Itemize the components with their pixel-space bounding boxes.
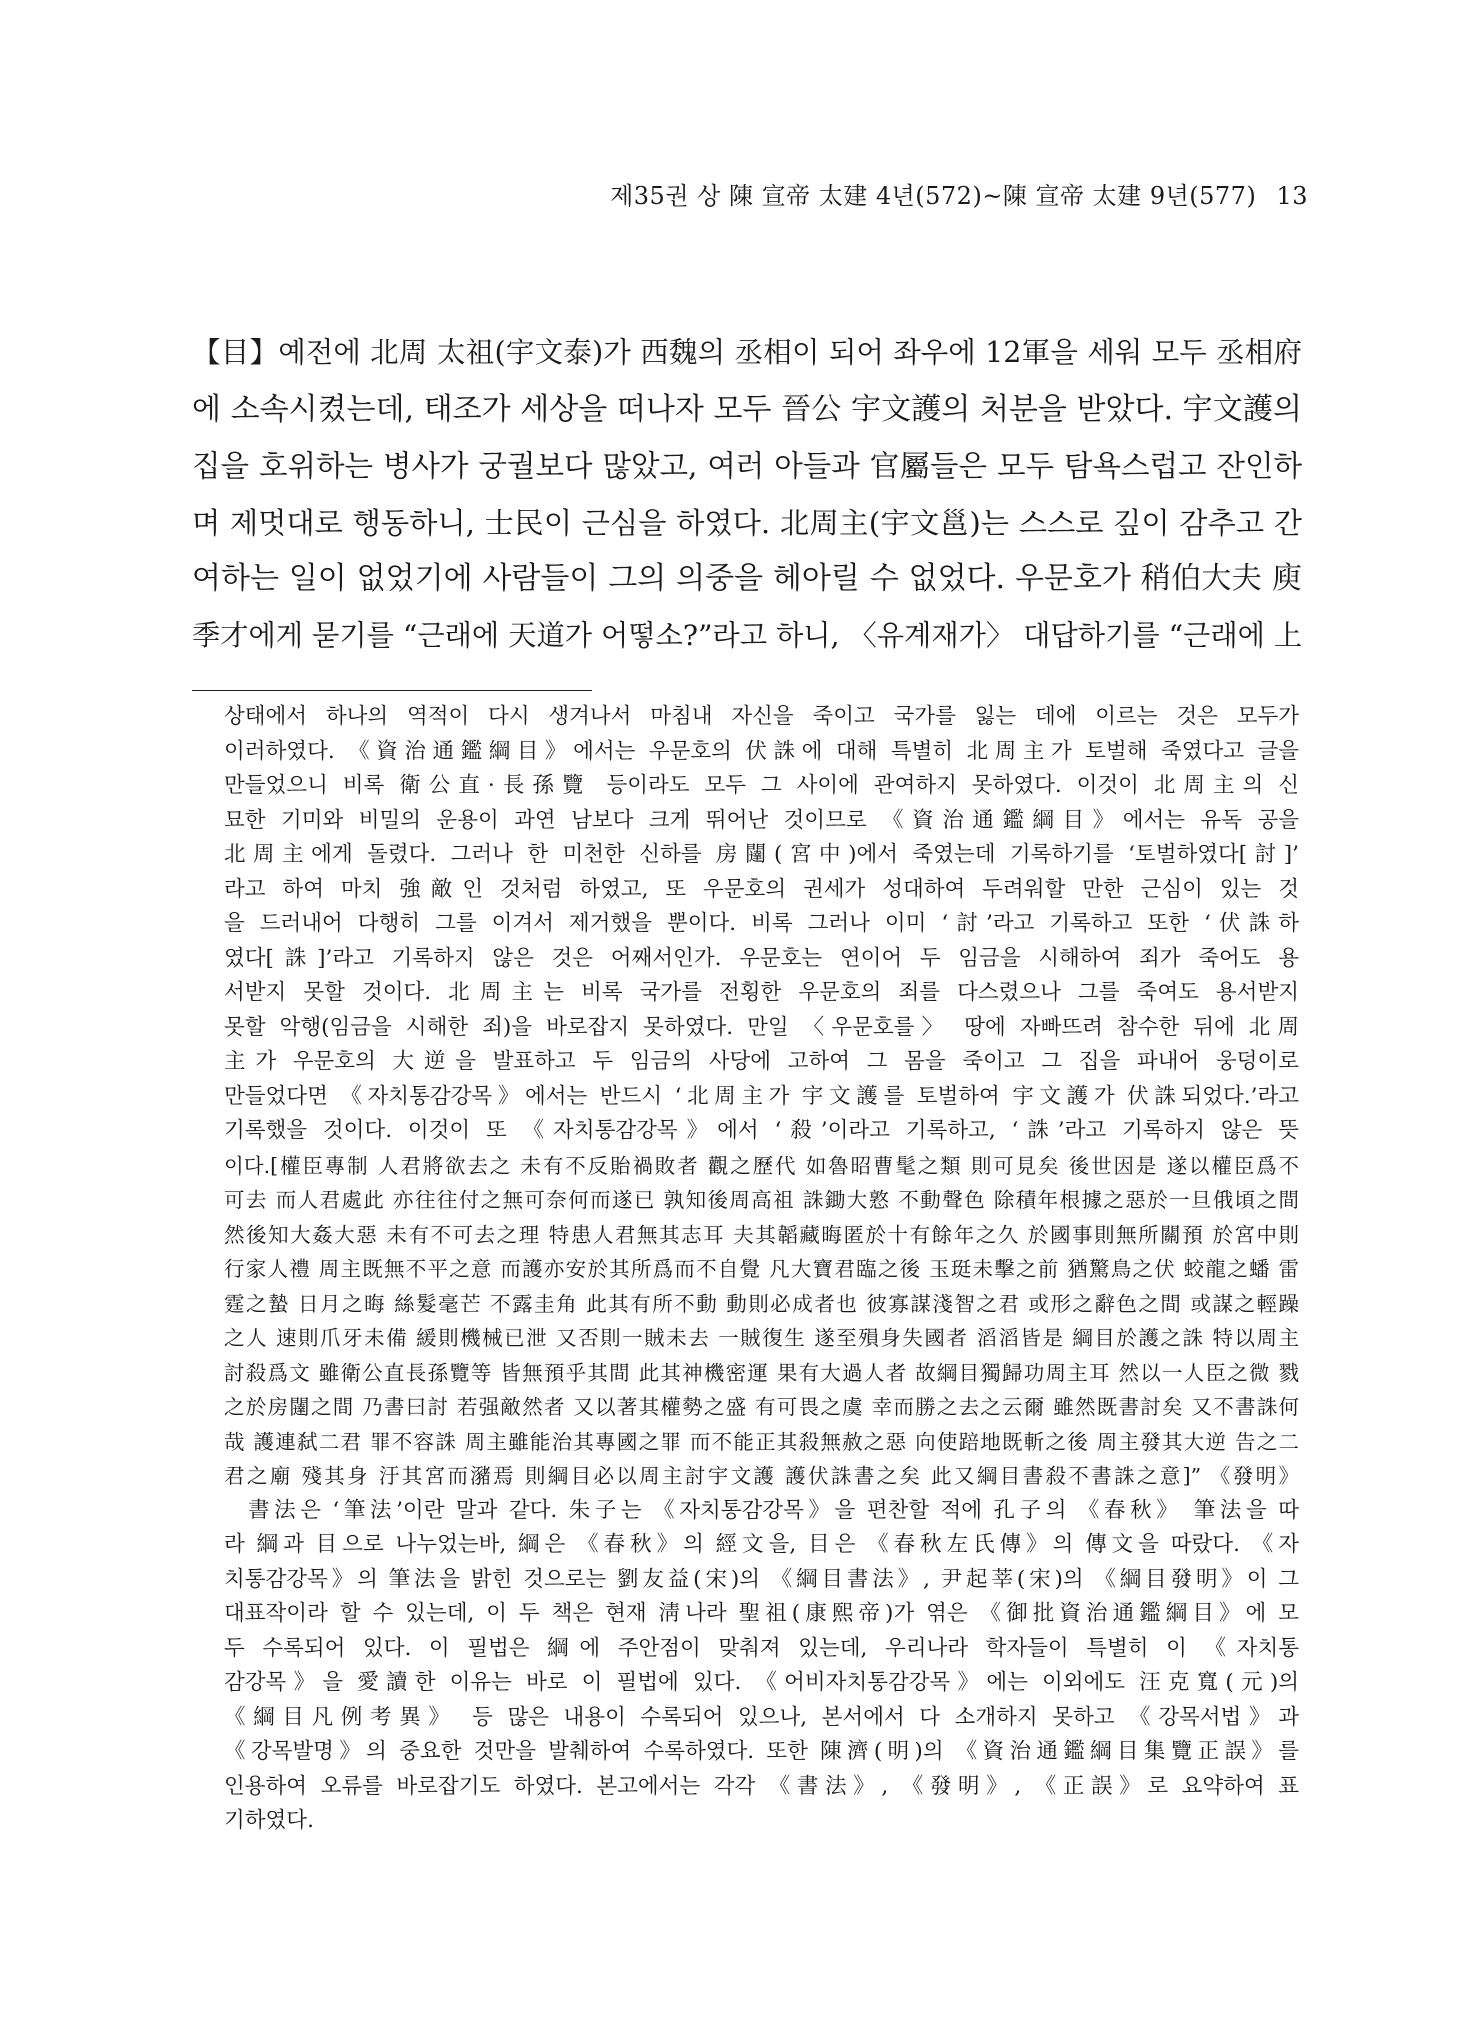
footnote-line: 감강목》을 愛讀한 이유는 바로 이 필법에 있다. 《어비자치통감강목》에는 이외에도 汪克寬(元)의 xyxy=(224,1670,1299,1695)
footnote-line: 였다[誅]’라고 기록하지 않은 것은 어째서인가. 우문호는 연이어 두 임금을 시해하여 죄가 죽어도 용 xyxy=(224,945,1299,971)
page-number: 13 xyxy=(1276,182,1308,210)
footnote-line: 라고 하여 마치 強敵인 것처럼 하였고, 또 우문호의 권세가 성대하여 두려워할 만한 근심이 있는 것 xyxy=(224,876,1299,902)
footnote-line: 이다.[權臣專制 人君將欲去之 未有不反貽禍敗者 觀之歷代 如魯昭曹髦之類 則可見矣 後世因是 遂以權臣爲不 xyxy=(224,1153,1299,1178)
footnote-line: 라 綱과 目으로 나누었는바, 綱은 《春秋》의 經文을, 目은 《春秋左氏傳》의 傳文을 따랐다. 《자 xyxy=(224,1532,1299,1557)
footnote-line: 書法은 ‘筆法’이란 말과 같다. 朱子는 《자치통감강목》을 편찬할 적에 孔子의 《春秋》 筆法을 따 xyxy=(248,1497,1299,1523)
running-title: 제35권 상 陳 宣帝 太建 4년(572)~陳 宣帝 太建 9년(577) xyxy=(610,182,1257,210)
footnotes xyxy=(224,700,1299,1839)
footnote-line: 기하였다. xyxy=(224,1808,314,1833)
body-line: 며 제멋대로 행동하니, 士民이 근심을 하였다. 北周主(宇文邕)는 스스로 깊이 감추고 간 xyxy=(192,505,1302,540)
footnote-line: 討殺爲文 雖衛公直長孫覽等 皆無預乎其間 此其神機密運 果有大過人者 故綱目獨歸功周主耳 然以一人臣之微 戮 xyxy=(224,1360,1299,1385)
footnote-line: 을 드러내어 다행히 그를 이겨서 제거했을 뿐이다. 비록 그러나 이미 ‘討’라고 기록하고 또한 ‘伏誅하 xyxy=(224,911,1299,936)
body-text xyxy=(192,325,1302,664)
footnote-line: 인용하여 오류를 바로잡기도 하였다. 본고에서는 각각 《書法》, 《發明》, 《正誤》로 요약하여 표 xyxy=(224,1773,1299,1799)
footnote-line: 대표작이라 할 수 있는데, 이 두 책은 현재 淸나라 聖祖(康熙帝)가 엮은 《御批資治通鑑綱目》에 모 xyxy=(224,1601,1299,1626)
footnote-line: 서받지 못할 것이다. 北周主는 비록 국가를 전횡한 우문호의 죄를 다스렸으나 그를 죽여도 용서받지 xyxy=(224,980,1299,1005)
running-header xyxy=(610,176,1308,211)
footnote-line: 哉 護連弑二君 罪不容誅 周主雖能治其專國之罪 而不能正其殺無赦之惡 向使踣地既斬之後 周主發其大逆 告之二 xyxy=(224,1429,1299,1454)
footnote-line: 기록했을 것이다. 이것이 또 《자치통감강목》에서 ‘殺’이라고 기록하고, ‘誅’라고 기록하지 않은 뜻 xyxy=(224,1118,1299,1143)
footnote-line: 만들었으니 비록 衛公直·長孫覽 등이라도 모두 그 사이에 관여하지 못하였다. 이것이 北周主의 신 xyxy=(224,773,1299,798)
footnote-line: 이러하였다. 《資治通鑑綱目》에서는 우문호의 伏誅에 대해 특별히 北周主가 토벌해 죽였다고 글을 xyxy=(224,738,1299,764)
footnote-line: 然後知大姦大惡 未有不可去之理 特患人君無其志耳 夫其韜藏晦匿於十有餘年之久 於國事則無所關預 於宮中則 xyxy=(224,1222,1299,1247)
body-line: 【目】예전에 北周 太祖(宇文泰)가 西魏의 丞相이 되어 좌우에 12軍을 세워 모두 丞相府 xyxy=(192,336,1302,369)
footnote-line: 못할 악행(임금을 시해한 죄)을 바로잡지 못하였다. 만일 〈우문호를〉 땅에 자빠뜨려 참수한 뒤에 北周 xyxy=(224,1014,1299,1040)
footnote-line: 《강목발명》의 중요한 것만을 발췌하여 수록하였다. 또한 陳濟(明)의 《資治通鑑綱目集覽正誤》를 xyxy=(224,1739,1299,1764)
footnote-line: 치통감강목》의 筆法을 밝힌 것으로는 劉友益(宋)의 《綱目書法》, 尹起莘(宋)의 《綱目發明》이 그 xyxy=(224,1566,1299,1592)
footnote-line: 만들었다면 《자치통감강목》에서는 반드시 ‘北周主가 宇文護를 토벌하여 宇文護가 伏誅되었다.’라고 xyxy=(224,1083,1299,1109)
footnote-line: 묘한 기미와 비밀의 운용이 과연 남보다 크게 뛰어난 것이므로 《資治通鑑綱目》에서는 유독 공을 xyxy=(224,807,1299,833)
footnote-line: 霆之蟄 日月之晦 絲髮毫芒 不露圭角 此其有所不動 動則必成者也 彼寡謀淺智之君 或形之辭色之間 或謀之輕躁 xyxy=(224,1291,1299,1316)
footnote-line: 可去 而人君處此 亦往往付之無可奈何而遂已 孰知後周高祖 誅鋤大憝 不動聲色 除積年根據之惡於一旦俄頃之間 xyxy=(224,1188,1299,1212)
footnote-line: 主가 우문호의 大逆을 발표하고 두 임금의 사당에 고하여 그 몸을 죽이고 그 집을 파내어 웅덩이로 xyxy=(224,1049,1299,1074)
footnote-line: 《綱目凡例考異》 등 많은 내용이 수록되어 있으나, 본서에서 다 소개하지 못하고 《강목서법》과 xyxy=(224,1704,1299,1730)
footnote-line: 行家人禮 周主既無不平之意 而護亦安於其所爲而不自覺 凡大寶君臨之後 玉珽未擊之前 猶驚鳥之伏 蛟龍之蟠 雷 xyxy=(224,1257,1299,1281)
body-line: 집을 호위하는 병사가 궁궐보다 많았고, 여러 아들과 官屬들은 모두 탐욕스럽고 잔인하 xyxy=(192,449,1302,483)
footnote-divider xyxy=(192,690,592,691)
footnote-line: 君之廟 殘其身 汙其宮而瀦焉 則綱目必以周主討宇文護 護伏誅書之矣 此又綱目書殺不書誅之意]” 《發明》 xyxy=(224,1464,1299,1488)
body-line: 에 소속시켰는데, 태조가 세상을 떠나자 모두 晉公 宇文護의 처분을 받았다. 宇文護의 xyxy=(192,391,1302,427)
footnote-line: 상태에서 하나의 역적이 다시 생겨나서 마침내 자신을 죽이고 국가를 잃는 데에 이르는 것은 모두가 xyxy=(224,704,1299,729)
body-line: 여하는 일이 없었기에 사람들이 그의 의중을 헤아릴 수 없었다. 우문호가 稍伯大夫 庾 xyxy=(192,561,1302,596)
footnote-line: 之人 速則爪牙未備 緩則機械已泄 又否則一賊未去 一賊復生 遂至殞身失國者 滔滔皆是 綱目於護之誅 特以周主 xyxy=(224,1326,1299,1350)
body-line: 季才에게 묻기를 “근래에 天道가 어떻소?”라고 하니, 〈유계재가〉 대답하기를 “근래에 上 xyxy=(192,618,1302,652)
footnote-line: 北周主에게 돌렸다. 그러나 한 미천한 신하를 房闥(宮中)에서 죽였는데 기록하기를 ‘토벌하였다[討]’ xyxy=(224,842,1299,867)
footnote-line: 之於房闥之間 乃書曰討 若强敵然者 又以著其權勢之盛 有可畏之虞 幸而勝之去之云爾 雖然既書討矣 又不書誅何 xyxy=(224,1395,1299,1419)
footnote-line: 두 수록되어 있다. 이 필법은 綱에 주안점이 맞춰져 있는데, 우리나라 학자들이 특별히 이 《자치통 xyxy=(224,1635,1299,1661)
